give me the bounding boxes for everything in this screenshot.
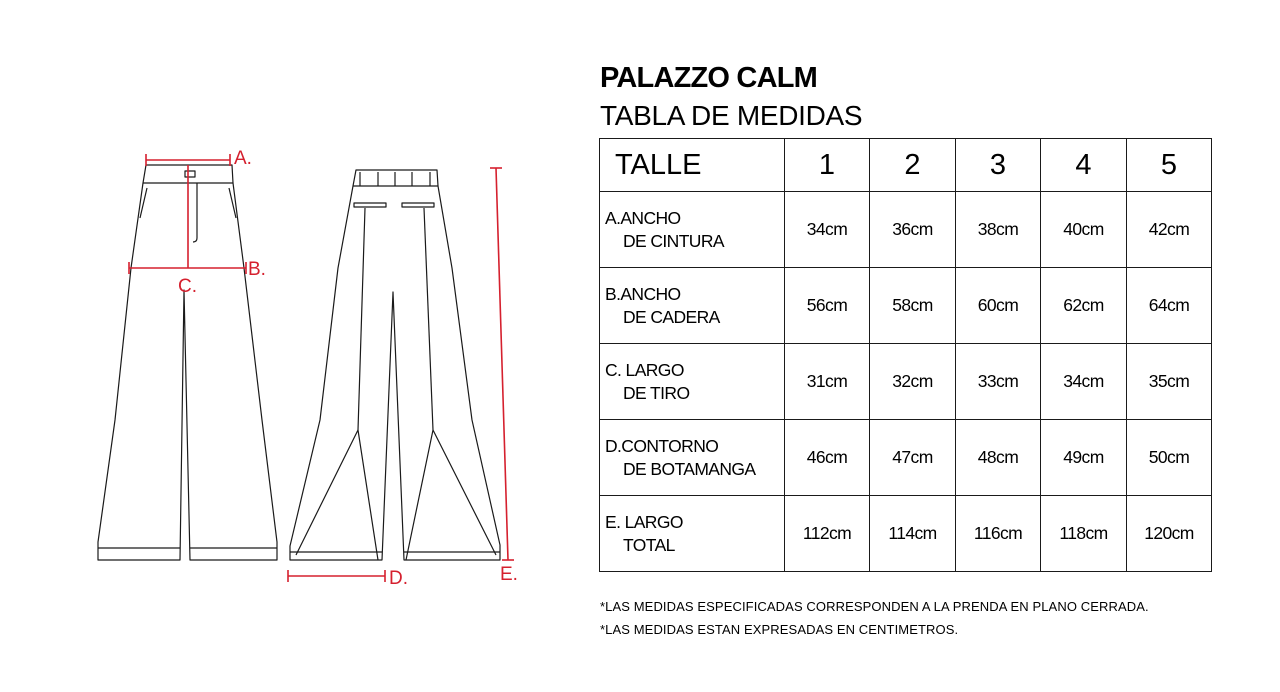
table-row <box>600 268 1212 344</box>
table-cell: 32cm <box>870 344 956 420</box>
note-flat-measure: *LAS MEDIDAS ESPECIFICADAS CORRESPONDEN A LA PRENDA EN PLANO CERRADA. <box>600 599 1149 614</box>
size-5: 5 <box>1127 139 1212 192</box>
table-cell: 36cm <box>870 192 956 268</box>
back-right-pocket <box>402 203 434 207</box>
back-left-pocket <box>354 203 386 207</box>
measure-label-line2: DE CINTURA <box>623 230 724 251</box>
table-cell: 62cm <box>1041 268 1127 344</box>
table-cell: 118cm <box>1041 496 1127 572</box>
mark-label-e: E. <box>500 564 518 585</box>
back-right-seam <box>424 208 433 430</box>
measure-label-line2: DE CADERA <box>623 306 720 327</box>
table-cell: 35cm <box>1127 344 1212 420</box>
measure-label-line1: B.ANCHO <box>605 283 681 304</box>
measure-label <box>600 496 785 572</box>
measure-label-line1: A.ANCHO <box>605 207 681 228</box>
header-row <box>600 139 1212 192</box>
measure-label-line1: C. LARGO <box>605 359 684 380</box>
size-chart-table <box>599 138 1212 572</box>
table-row <box>600 344 1212 420</box>
table-cell: 46cm <box>785 420 870 496</box>
measurement-marks <box>129 154 514 582</box>
note-units: *LAS MEDIDAS ESTAN EXPRESADAS EN CENTIMETROS. <box>600 622 959 637</box>
measure-label-line2: DE TIRO <box>623 382 690 403</box>
front-fly <box>193 183 197 242</box>
table-cell: 114cm <box>870 496 956 572</box>
table-cell: 47cm <box>870 420 956 496</box>
table-cell: 64cm <box>1127 268 1212 344</box>
table-cell: 56cm <box>785 268 870 344</box>
mark-e-line <box>496 168 508 560</box>
measure-label <box>600 268 785 344</box>
mark-label-d: D. <box>389 568 408 589</box>
measure-label <box>600 344 785 420</box>
table-cell: 48cm <box>956 420 1041 496</box>
size-header: TALLE <box>600 139 785 192</box>
table-cell: 112cm <box>785 496 870 572</box>
size-2: 2 <box>870 139 956 192</box>
size-3: 3 <box>956 139 1041 192</box>
pants-back-view <box>290 170 500 560</box>
table-cell: 42cm <box>1127 192 1212 268</box>
measure-label-line2: DE BOTAMANGA <box>623 458 756 479</box>
measure-label-line1: E. LARGO <box>605 511 683 532</box>
front-right-pocket <box>229 188 236 218</box>
table-cell: 38cm <box>956 192 1041 268</box>
front-left-pocket <box>140 188 147 218</box>
back-right-godet <box>406 430 496 560</box>
table-cell: 33cm <box>956 344 1041 420</box>
table-cell: 34cm <box>1041 344 1127 420</box>
table-cell: 58cm <box>870 268 956 344</box>
measure-label <box>600 192 785 268</box>
table-cell: 34cm <box>785 192 870 268</box>
table-cell: 60cm <box>956 268 1041 344</box>
back-left-seam <box>358 208 365 430</box>
front-button <box>185 171 195 177</box>
pants-technical-sketch <box>0 0 560 692</box>
table-cell: 31cm <box>785 344 870 420</box>
table-cell: 50cm <box>1127 420 1212 496</box>
table-title: TABLA DE MEDIDAS <box>600 100 863 131</box>
mark-label-c: C. <box>178 276 197 297</box>
measure-label-line2: TOTAL <box>623 534 675 555</box>
mark-label-a: A. <box>234 148 252 169</box>
table-cell: 116cm <box>956 496 1041 572</box>
table-row <box>600 420 1212 496</box>
mark-label-b: B. <box>248 259 266 280</box>
table-cell: 40cm <box>1041 192 1127 268</box>
size-4: 4 <box>1041 139 1127 192</box>
table-cell: 49cm <box>1041 420 1127 496</box>
size-1: 1 <box>785 139 870 192</box>
table-row <box>600 496 1212 572</box>
measure-label-line1: D.CONTORNO <box>605 435 719 456</box>
table-cell: 120cm <box>1127 496 1212 572</box>
table-row <box>600 192 1212 268</box>
back-left-godet <box>296 430 378 560</box>
measure-label <box>600 420 785 496</box>
product-title: PALAZZO CALM <box>600 62 817 94</box>
